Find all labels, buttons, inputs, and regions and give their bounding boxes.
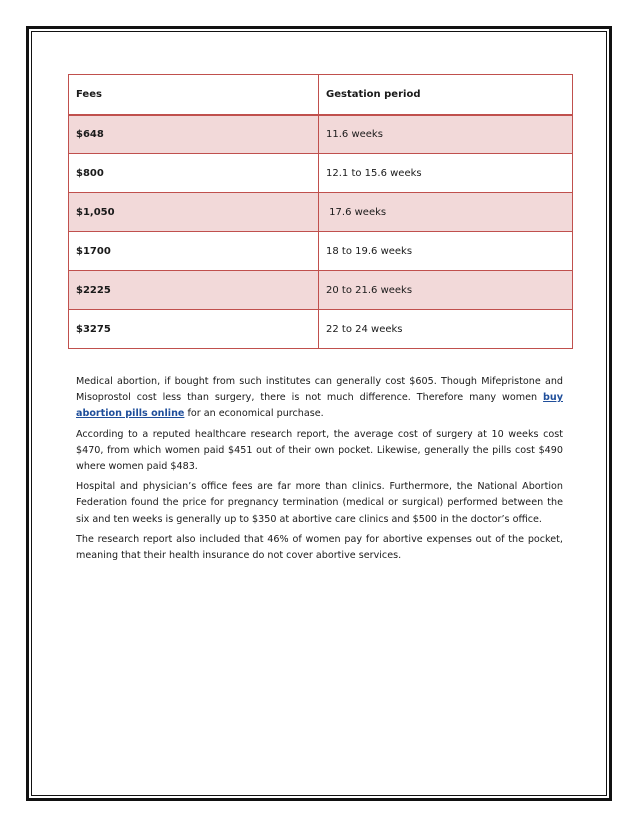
table-header-row	[69, 75, 573, 115]
header-gestation-period: Gestation period	[319, 75, 573, 115]
paragraph-research-report: According to a reputed healthcare research report, the average cost of surgery at 10 weeks cost $470, from which women paid $451 out of their own pocket. Likewise, generally the pills cost $490 where women paid $483.	[76, 428, 563, 473]
fee-cell: $2225	[69, 271, 319, 310]
paragraph-text: Medical abortion, if bought from such institutes can generally cost $605. Though Mifepristone and Misoprostol cost less than surgery, there is not much difference. Therefore many women	[76, 376, 563, 404]
table-row	[69, 232, 573, 271]
table-row	[69, 310, 573, 349]
fee-cell: $800	[69, 154, 319, 193]
period-cell: 12.1 to 15.6 weeks	[319, 154, 573, 193]
paragraph-medical-abortion	[76, 374, 563, 423]
fees-table	[68, 74, 573, 349]
period-cell: 22 to 24 weeks	[319, 310, 573, 349]
period-cell: 17.6 weeks	[319, 193, 573, 232]
fee-cell: $648	[69, 115, 319, 154]
fee-cell: $1,050	[69, 193, 319, 232]
table-row	[69, 154, 573, 193]
table-row	[69, 271, 573, 310]
period-cell: 11.6 weeks	[319, 115, 573, 154]
period-cell: 18 to 19.6 weeks	[319, 232, 573, 271]
header-fees: Fees	[69, 75, 319, 115]
fee-cell: $1700	[69, 232, 319, 271]
period-cell: 20 to 21.6 weeks	[319, 271, 573, 310]
fee-cell: $3275	[69, 310, 319, 349]
paragraph-insurance: The research report also included that 46% of women pay for abortive expenses out of the pocket, meaning that their health insurance do not cover abortive services.	[76, 533, 563, 562]
body-text	[76, 374, 563, 568]
table-row	[69, 115, 573, 154]
paragraph-text: for an economical purchase.	[184, 408, 324, 420]
table-row	[69, 193, 573, 232]
paragraph-hospital-fees: Hospital and physician’s office fees are far more than clinics. Furthermore, the National Abortion Federation found the price for pregnancy termination (medical or surgical) performed between the six and ten weeks is generally up to $350 at abortive care clinics and $500 in the doctor’s office.	[76, 481, 563, 525]
buy-pills-online-link[interactable]: buy abortion pills online	[76, 392, 563, 420]
